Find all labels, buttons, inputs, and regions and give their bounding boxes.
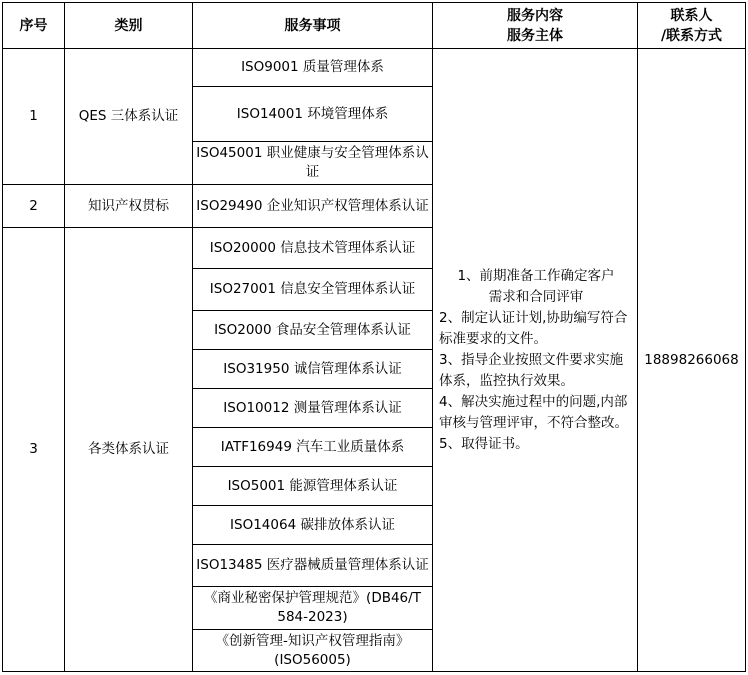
header-category: 类别 [65, 3, 193, 49]
seq-cell: 1 [3, 49, 65, 185]
item-cell: ISO14001 环境管理体系 [193, 87, 433, 142]
item-cell: ISO13485 医疗器械质量管理体系认证 [193, 545, 433, 587]
item-cell: ISO10012 测量管理体系认证 [193, 389, 433, 428]
item-cell: ISO45001 职业健康与安全管理体系认证 [193, 142, 433, 185]
item-cell: ISO31950 诚信管理体系认证 [193, 350, 433, 389]
seq-cell: 2 [3, 185, 65, 228]
contact-cell: 18898266068 [638, 49, 746, 672]
header-row [3, 3, 746, 49]
seq-cell: 3 [3, 228, 65, 672]
content-step-5: 5、取得证书。 [439, 435, 529, 452]
item-cell: ISO29490 企业知识产权管理体系认证 [193, 185, 433, 228]
item-cell: 《商业秘密保护管理规范》(DB46/T 584-2023) [193, 587, 433, 630]
table-row [3, 49, 746, 87]
item-cell: ISO20000 信息技术管理体系认证 [193, 228, 433, 269]
content-step-2: 2、制定认证计划,协助编写符合标准要求的文件。 [439, 309, 628, 347]
item-cell: ISO9001 质量管理体系 [193, 49, 433, 87]
header-contact-line1: 联系人 [670, 7, 713, 24]
service-table [2, 2, 746, 672]
header-content-line2: 服务主体 [507, 27, 563, 44]
category-cell: 知识产权贯标 [65, 185, 193, 228]
item-cell: IATF16949 汽车工业质量体系 [193, 428, 433, 467]
content-step-1b: 需求和合同评审 [488, 288, 584, 305]
category-cell: QES 三体系认证 [65, 49, 193, 185]
header-contact [638, 3, 746, 49]
item-cell: ISO14064 碳排放体系认证 [193, 506, 433, 545]
content-step-4: 4、解决实施过程中的问题,内部审核与管理评审，不符合整改。 [439, 393, 628, 431]
header-content-line1: 服务内容 [507, 7, 563, 24]
service-content-cell [433, 49, 638, 672]
header-content [433, 3, 638, 49]
header-contact-line2: /联系方式 [660, 27, 723, 44]
content-step-1a: 1、前期准备工作确定客户 [457, 267, 615, 284]
item-cell: ISO2000 食品安全管理体系认证 [193, 311, 433, 350]
header-seq: 序号 [3, 3, 65, 49]
item-cell: ISO5001 能源管理体系认证 [193, 467, 433, 506]
service-table-container [2, 2, 745, 672]
item-cell: 《创新管理-知识产权管理指南》(ISO56005) [193, 630, 433, 672]
category-cell: 各类体系认证 [65, 228, 193, 672]
content-step-3: 3、指导企业按照文件要求实施体系，监控执行效果。 [439, 351, 624, 389]
header-item: 服务事项 [193, 3, 433, 49]
item-cell: ISO27001 信息安全管理体系认证 [193, 269, 433, 311]
